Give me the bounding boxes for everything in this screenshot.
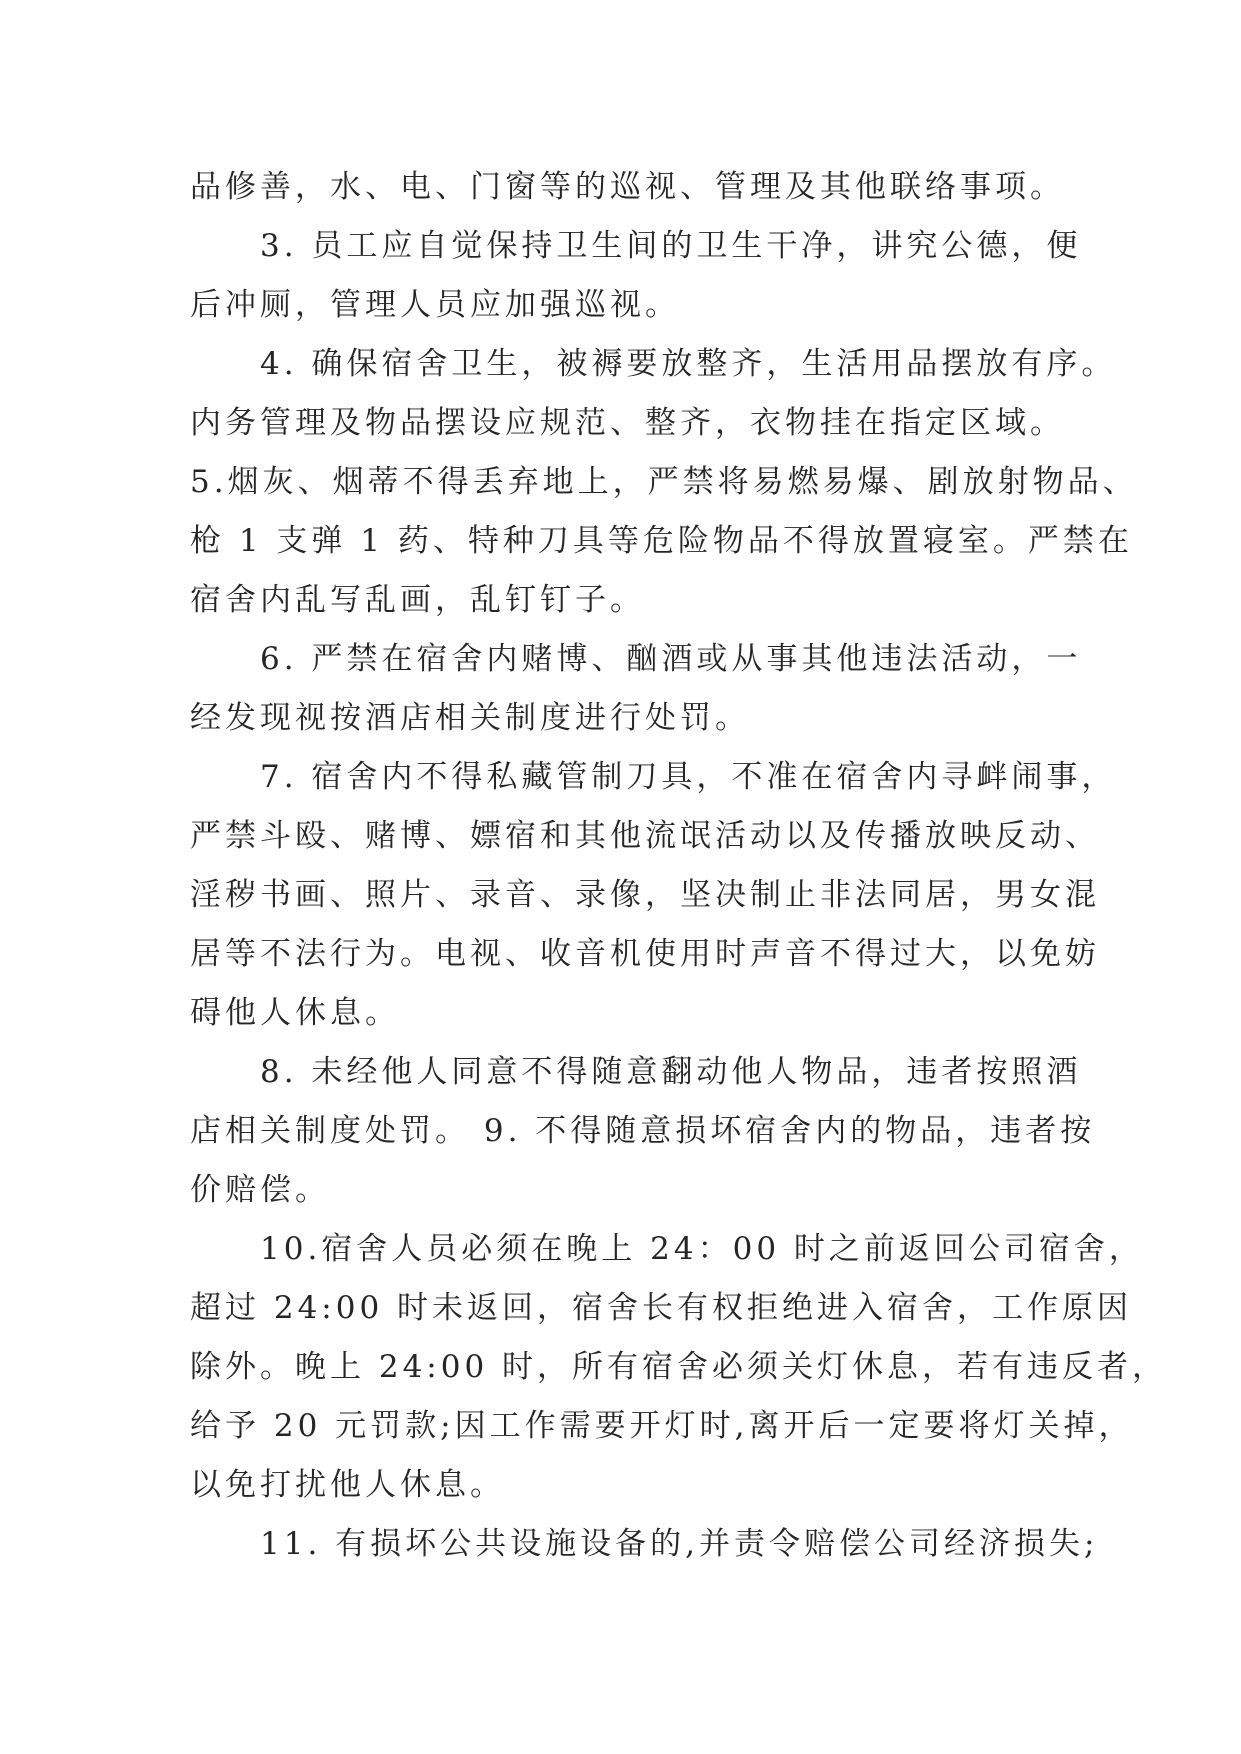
text-line: 7. 宿舍内不得私藏管制刀具，不准在宿舍内寻衅闹事， [190,759,1117,795]
text-line: 10.宿舍人员必须在晚上 24：00 时之前返回公司宿舍， [190,1231,1144,1267]
text-line: 枪 1 支弹 1 药、特种刀具等危险物品不得放置寝室。严禁在 [190,523,1133,559]
text-line: 居等不法行为。电视、收音机使用时声音不得过大，以免妨 [190,936,1100,972]
text-line: 经发现视按酒店相关制度进行处罚。 [190,700,750,736]
text-line: 3. 员工应自觉保持卫生间的卫生干净，讲究公德，便 [190,228,1082,264]
text-line: 价赔偿。 [190,1172,330,1208]
text-line: 严禁斗殴、赌博、嫖宿和其他流氓活动以及传播放映反动、 [190,818,1100,854]
text-line: 淫秽书画、照片、录音、录像，坚决制止非法同居，男女混 [190,877,1100,913]
document-body [190,158,1168,1574]
text-line: 给予 20 元罚款;因工作需要开灯时,离开后一定要将灯关掉， [190,1408,1134,1444]
text-line: 内务管理及物品摆设应规范、整齐，衣物挂在指定区域。 [190,405,1065,441]
text-line: 品修善，水、电、门窗等的巡视、管理及其他联络事项。 [190,169,1065,205]
text-line: 宿舍内乱写乱画，乱钉钉子。 [190,582,645,618]
text-line: 超过 24:00 时未返回，宿舍长有权拒绝进入宿舍，工作原因 [190,1290,1133,1326]
text-line: 11. 有损坏公共设施设备的,并责令赔偿公司经济损失; [190,1526,1099,1562]
text-line: 8. 未经他人同意不得随意翻动他人物品，违者按照酒 [190,1054,1082,1090]
text-line: 后冲厕，管理人员应加强巡视。 [190,287,680,323]
text-line: 4. 确保宿舍卫生，被褥要放整齐，生活用品摆放有序。 [190,346,1117,382]
text-line: 碍他人休息。 [190,995,400,1031]
text-line: 以免打扰他人休息。 [190,1467,505,1503]
text-line: 除外。晚上 24:00 时，所有宿舍必须关灯休息，若有违反者， [190,1349,1168,1385]
text-line: 店相关制度处罚。 9. 不得随意损坏宿舍内的物品，违者按 [190,1113,1096,1149]
text-line: 5.烟灰、烟蒂不得丢弃地上，严禁将易燃易爆、剧放射物品、 [190,464,1138,500]
text-line: 6. 严禁在宿舍内赌博、酗酒或从事其他违法活动，一 [190,641,1082,677]
